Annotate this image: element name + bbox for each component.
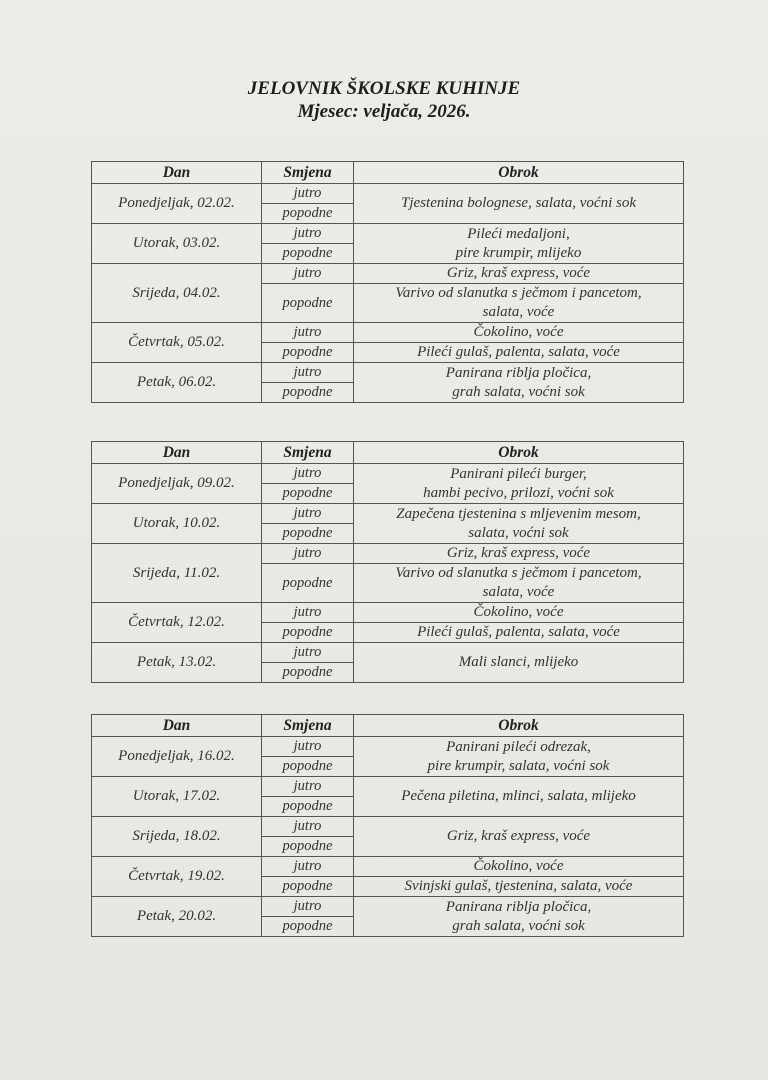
day-cell: Petak, 13.02. xyxy=(92,643,262,683)
day-cell: Utorak, 10.02. xyxy=(92,504,262,544)
shift-afternoon-cell: popodne xyxy=(262,484,354,504)
meal-line: Griz, kraš express, voće xyxy=(446,265,591,281)
day-cell: Četvrtak, 19.02. xyxy=(92,857,262,897)
shift-morning-cell: jutro xyxy=(262,777,354,797)
day-cell: Ponedjeljak, 02.02. xyxy=(92,184,262,224)
table-row xyxy=(92,777,684,797)
shift-afternoon-cell: popodne xyxy=(262,917,354,937)
shift-morning-cell: jutro xyxy=(262,544,354,564)
document-title: JELOVNIK ŠKOLSKE KUHINJE xyxy=(247,78,521,99)
shift-morning-cell: jutro xyxy=(262,857,354,877)
meal-line: Panirana riblja pločica, xyxy=(445,364,592,381)
table-row xyxy=(92,323,684,343)
meal-cell-afternoon xyxy=(354,343,684,363)
shift-afternoon-cell: popodne xyxy=(262,284,354,323)
table-row xyxy=(92,737,684,757)
header-day: Dan xyxy=(92,715,262,737)
meal-line: salata, voće xyxy=(482,584,555,600)
meal-cell-afternoon xyxy=(354,877,684,897)
shift-afternoon-cell: popodne xyxy=(262,244,354,264)
meal-line: Panirani pileći burger, xyxy=(450,465,587,482)
shift-afternoon-cell: popodne xyxy=(262,623,354,643)
meal-line: Čokolino, voće xyxy=(473,858,564,874)
meal-line: pire krumpir, salata, voćni sok xyxy=(427,757,610,774)
table-header-row xyxy=(92,715,684,737)
meal-line: hambi pecivo, prilozi, voćni sok xyxy=(423,484,614,501)
shift-afternoon-cell: popodne xyxy=(262,204,354,224)
table-row xyxy=(92,224,684,244)
header-day: Dan xyxy=(92,442,262,464)
table-row xyxy=(92,363,684,383)
meal-line: Zapečena tjestenina s mljevenim mesom, xyxy=(396,505,641,522)
day-cell: Utorak, 03.02. xyxy=(92,224,262,264)
meal-line: Varivo od slanutka s ječmom i pancetom, xyxy=(395,565,642,581)
shift-afternoon-cell: popodne xyxy=(262,663,354,683)
meal-line: Svinjski gulaš, tjestenina, salata, voće xyxy=(404,878,633,894)
table-row xyxy=(92,504,684,524)
meal-cell-morning xyxy=(354,603,684,623)
meal-cell xyxy=(354,737,684,777)
meal-cell xyxy=(354,504,684,544)
shift-afternoon-cell: popodne xyxy=(262,837,354,857)
shift-morning-cell: jutro xyxy=(262,817,354,837)
meal-cell xyxy=(354,184,684,224)
shift-morning-cell: jutro xyxy=(262,323,354,343)
day-cell: Četvrtak, 05.02. xyxy=(92,323,262,363)
shift-afternoon-cell: popodne xyxy=(262,383,354,403)
meal-cell-afternoon xyxy=(354,623,684,643)
meal-line: grah salata, voćni sok xyxy=(452,917,585,934)
table-row xyxy=(92,264,684,284)
day-cell: Četvrtak, 12.02. xyxy=(92,603,262,643)
shift-morning-cell: jutro xyxy=(262,643,354,663)
shift-afternoon-cell: popodne xyxy=(262,343,354,363)
table-header-row xyxy=(92,442,684,464)
meal-line: grah salata, voćni sok xyxy=(452,383,585,400)
table-row xyxy=(92,464,684,484)
day-cell: Srijeda, 11.02. xyxy=(92,544,262,603)
meal-cell-afternoon xyxy=(354,284,684,323)
table-row xyxy=(92,184,684,204)
meal-line: Panirana riblja pločica, xyxy=(445,898,592,915)
shift-morning-cell: jutro xyxy=(262,363,354,383)
shift-morning-cell: jutro xyxy=(262,224,354,244)
table-row xyxy=(92,857,684,877)
day-cell: Srijeda, 18.02. xyxy=(92,817,262,857)
menu-table-week-3 xyxy=(91,714,684,937)
meal-line: salata, voćni sok xyxy=(468,524,569,541)
meal-line: Griz, kraš express, voće xyxy=(446,545,591,561)
day-cell: Utorak, 17.02. xyxy=(92,777,262,817)
day-cell: Petak, 06.02. xyxy=(92,363,262,403)
day-cell: Ponedjeljak, 16.02. xyxy=(92,737,262,777)
shift-afternoon-cell: popodne xyxy=(262,757,354,777)
meal-cell-morning xyxy=(354,544,684,564)
meal-cell-morning xyxy=(354,857,684,877)
menu-table-week-1 xyxy=(91,161,684,403)
document-subtitle: Mjesec: veljača, 2026. xyxy=(297,101,471,122)
shift-morning-cell: jutro xyxy=(262,603,354,623)
menu-table-week-2 xyxy=(91,441,684,683)
header-day: Dan xyxy=(92,162,262,184)
meal-line: Pileći medaljoni, xyxy=(467,225,570,242)
shift-morning-cell: jutro xyxy=(262,737,354,757)
header-meal: Obrok xyxy=(354,715,684,737)
shift-morning-cell: jutro xyxy=(262,464,354,484)
meal-cell xyxy=(354,897,684,937)
meal-cell xyxy=(354,777,684,817)
day-cell: Srijeda, 04.02. xyxy=(92,264,262,323)
shift-afternoon-cell: popodne xyxy=(262,877,354,897)
table-row xyxy=(92,544,684,564)
table-row xyxy=(92,897,684,917)
meal-cell-morning xyxy=(354,264,684,284)
header-shift: Smjena xyxy=(262,715,354,737)
meal-line: Čokolino, voće xyxy=(473,604,564,620)
meal-cell xyxy=(354,643,684,683)
table-row xyxy=(92,817,684,837)
meal-line: Mali slanci, mlijeko xyxy=(458,654,579,670)
header-shift: Smjena xyxy=(262,442,354,464)
meal-line: pire krumpir, mlijeko xyxy=(455,244,582,261)
meal-line: Pečena piletina, mlinci, salata, mlijeko xyxy=(401,788,636,804)
meal-cell xyxy=(354,817,684,857)
meal-line: Tjestenina bolognese, salata, voćni sok xyxy=(401,195,636,211)
meal-cell-afternoon xyxy=(354,564,684,603)
shift-afternoon-cell: popodne xyxy=(262,564,354,603)
shift-morning-cell: jutro xyxy=(262,897,354,917)
meal-cell xyxy=(354,363,684,403)
shift-morning-cell: jutro xyxy=(262,184,354,204)
meal-line: Griz, kraš express, voće xyxy=(446,828,591,844)
day-cell: Petak, 20.02. xyxy=(92,897,262,937)
meal-line: Čokolino, voće xyxy=(473,324,564,340)
shift-morning-cell: jutro xyxy=(262,504,354,524)
meal-line: Pileći gulaš, palenta, salata, voće xyxy=(417,624,620,640)
header-meal: Obrok xyxy=(354,162,684,184)
meal-cell-morning xyxy=(354,323,684,343)
header-shift: Smjena xyxy=(262,162,354,184)
meal-line: Panirani pileći odrezak, xyxy=(446,738,591,755)
header-meal: Obrok xyxy=(354,442,684,464)
meal-line: salata, voće xyxy=(482,304,555,320)
meal-cell xyxy=(354,464,684,504)
meal-line: Varivo od slanutka s ječmom i pancetom, xyxy=(395,285,642,301)
table-row xyxy=(92,643,684,663)
shift-afternoon-cell: popodne xyxy=(262,797,354,817)
day-cell: Ponedjeljak, 09.02. xyxy=(92,464,262,504)
shift-afternoon-cell: popodne xyxy=(262,524,354,544)
meal-cell xyxy=(354,224,684,264)
table-row xyxy=(92,603,684,623)
table-header-row xyxy=(92,162,684,184)
meal-line: Pileći gulaš, palenta, salata, voće xyxy=(417,344,620,360)
shift-morning-cell: jutro xyxy=(262,264,354,284)
